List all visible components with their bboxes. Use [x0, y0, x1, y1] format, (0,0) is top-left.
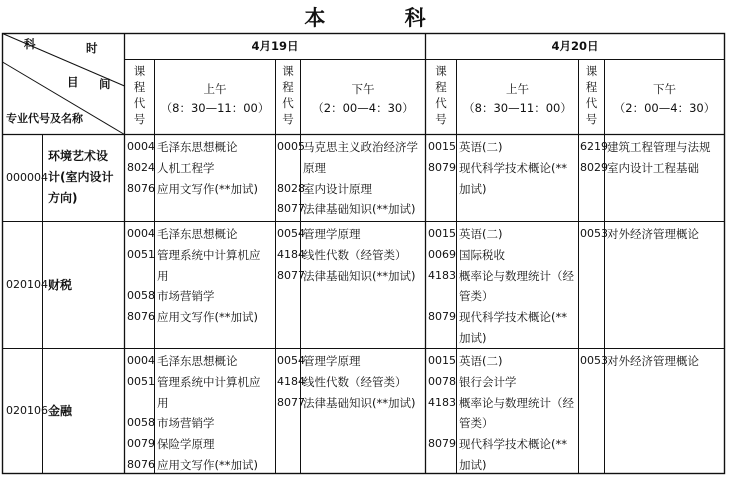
course-code: 0054 — [277, 227, 305, 240]
session-header-20-pm: 下午 （2：00—4：30） — [613, 82, 716, 115]
course-code: 8079 — [428, 437, 456, 451]
course-name-list — [459, 224, 578, 349]
session-header-20-am: 上午 （8：30—11：00） — [463, 82, 572, 115]
course-code: 0054 — [277, 354, 305, 367]
course-code-list — [580, 351, 608, 372]
date-header-apr19: 4月19日 — [251, 39, 299, 53]
course-code: 0078 — [428, 374, 456, 388]
session-header-19-am: 上午 （8：30—11：00） — [160, 82, 270, 115]
course-name: 线性代数（经管类） — [303, 374, 407, 389]
major-code: 020104 — [6, 278, 48, 291]
code-label-col1: 课 程 代 号 — [133, 64, 146, 126]
course-code: 4183 — [428, 268, 456, 282]
course-name: 对外经济管理概论 — [607, 354, 699, 368]
code-label-col2: 课 程 代 号 — [282, 64, 294, 126]
course-code: 4184 — [277, 374, 305, 388]
course-name-list — [303, 351, 425, 413]
course-code-list — [428, 137, 457, 179]
code-label-col3: 课 程 代 号 — [435, 64, 447, 126]
major-name — [48, 146, 124, 209]
course-code — [428, 286, 457, 307]
course-code: 8079 — [428, 160, 456, 174]
page-title: 本 科 — [304, 5, 462, 30]
course-code: 0079 — [127, 437, 155, 451]
course-name: 法律基础知识(**加试) — [303, 202, 416, 217]
course-name: 保险学原理 — [157, 437, 215, 452]
course-code-list — [428, 224, 457, 349]
course-code: 0051 — [127, 247, 155, 261]
course-code: 8028 — [277, 181, 305, 195]
course-name: 用 — [157, 268, 169, 283]
course-name: 应用文写作(**加试) — [157, 457, 258, 472]
course-code-list — [127, 224, 155, 328]
course-name: 现代科学技术概论(** — [459, 160, 567, 175]
course-code: 8024 — [127, 160, 155, 174]
course-code: 0005 — [277, 140, 305, 153]
course-code — [127, 266, 155, 287]
major-name-line: 环境艺术设 — [48, 149, 109, 163]
course-code: 0058 — [127, 289, 155, 303]
course-name: 管理学原理 — [303, 227, 361, 241]
course-name: 加试) — [459, 330, 487, 345]
corner-label-subject: 科 — [24, 37, 36, 51]
major-name — [48, 275, 124, 296]
course-code-list — [127, 137, 155, 199]
course-name: 加试) — [459, 457, 487, 472]
major-code: 020106 — [6, 404, 48, 417]
course-name-list — [459, 351, 578, 476]
course-code — [428, 413, 457, 434]
course-code: 0004 — [127, 140, 155, 153]
course-code: 8077 — [277, 202, 305, 216]
course-name-list — [607, 224, 725, 245]
course-name: 建筑工程管理与法规 — [607, 140, 711, 154]
course-name-list — [459, 137, 578, 199]
major-name-line: 计(室内设计 — [48, 170, 114, 184]
course-name: 加试) — [459, 181, 487, 196]
course-code-list — [580, 224, 608, 245]
course-name: 应用文写作(**加试) — [157, 310, 258, 325]
course-name: 毛泽东思想概论 — [157, 354, 238, 368]
course-name: 英语(二) — [459, 227, 503, 241]
major-name-line: 方向) — [48, 191, 78, 205]
corner-label-item: 目 — [67, 75, 79, 89]
course-name-list — [157, 351, 275, 476]
course-name: 现代科学技术概论(** — [459, 437, 567, 452]
course-name: 英语(二) — [459, 354, 503, 368]
course-code: 8029 — [580, 160, 608, 174]
course-code: 0058 — [127, 416, 155, 430]
course-code: 0051 — [127, 374, 155, 388]
course-code: 0004 — [127, 354, 155, 367]
course-code: 4183 — [428, 395, 456, 409]
course-code: 0015 — [428, 140, 456, 153]
course-name: 市场营销学 — [157, 289, 215, 304]
course-name: 法律基础知识(**加试) — [303, 268, 416, 283]
course-name: 国际税收 — [459, 247, 505, 262]
course-name: 法律基础知识(**加试) — [303, 395, 416, 410]
course-code: 4184 — [277, 247, 305, 261]
major-name-line: 金融 — [48, 404, 73, 418]
course-code: 8079 — [428, 310, 456, 324]
course-name: 管理系统中计算机应 — [157, 374, 261, 389]
course-name: 管理系统中计算机应 — [157, 247, 261, 262]
course-name: 原理 — [303, 160, 326, 175]
course-code: 8076 — [127, 181, 155, 195]
major-name — [48, 401, 124, 422]
course-name: 银行会计学 — [459, 374, 517, 389]
corner-label-time: 时 — [86, 41, 98, 55]
course-name: 人机工程学 — [157, 160, 215, 175]
course-code: 0053 — [580, 227, 608, 240]
course-code: 0004 — [127, 227, 155, 240]
course-name: 马克思主义政治经济学 — [303, 140, 418, 154]
course-code: 0069 — [428, 247, 456, 261]
code-label-col4: 课 程 代 号 — [585, 64, 598, 126]
course-code — [428, 328, 457, 349]
course-name: 室内设计工程基础 — [607, 160, 699, 175]
course-code: 0015 — [428, 354, 456, 367]
date-header-apr20: 4月20日 — [551, 39, 599, 53]
course-name: 概率论与数理统计（经 — [459, 395, 574, 410]
course-name: 室内设计原理 — [303, 181, 372, 196]
course-code — [277, 158, 301, 179]
course-name: 英语(二) — [459, 140, 503, 154]
course-code: 0053 — [580, 354, 608, 367]
course-code-list — [428, 351, 457, 476]
course-code — [428, 455, 457, 476]
course-code: 0015 — [428, 227, 456, 240]
course-name: 市场营销学 — [157, 416, 215, 431]
course-name-list — [303, 137, 425, 220]
course-code — [127, 393, 155, 414]
session-header-19-pm: 下午 （2：00—4：30） — [312, 82, 414, 115]
course-name: 毛泽东思想概论 — [157, 140, 238, 154]
course-code-list — [127, 351, 155, 476]
course-name-list — [303, 224, 425, 286]
course-code: 8077 — [277, 268, 305, 282]
corner-label-between: 间 — [99, 77, 111, 91]
course-code: 6219 — [580, 140, 608, 153]
course-name: 现代科学技术概论(** — [459, 310, 567, 325]
course-code: 8077 — [277, 395, 305, 409]
course-name: 应用文写作(**加试) — [157, 181, 258, 196]
course-name-list — [607, 351, 725, 372]
course-name-list — [607, 137, 725, 179]
course-name-list — [157, 137, 275, 199]
course-code-list — [580, 137, 608, 179]
course-name: 线性代数（经管类） — [303, 247, 407, 262]
course-code-list — [277, 137, 305, 220]
course-code: 8076 — [127, 457, 155, 471]
corner-label-major: 专业代号及名称 — [6, 112, 83, 125]
course-code-list — [277, 351, 305, 413]
course-name: 毛泽东思想概论 — [157, 227, 238, 241]
course-code: 8076 — [127, 310, 155, 324]
course-code-list — [277, 224, 305, 286]
course-name: 概率论与数理统计（经 — [459, 268, 574, 283]
course-name: 用 — [157, 395, 169, 410]
course-name: 管类） — [459, 289, 494, 304]
major-code: 000004 — [6, 171, 48, 184]
major-name-line: 财税 — [48, 278, 73, 292]
course-name: 对外经济管理概论 — [607, 227, 699, 241]
course-name: 管理学原理 — [303, 354, 361, 368]
course-name: 管类） — [459, 416, 494, 431]
course-name-list — [157, 224, 275, 328]
